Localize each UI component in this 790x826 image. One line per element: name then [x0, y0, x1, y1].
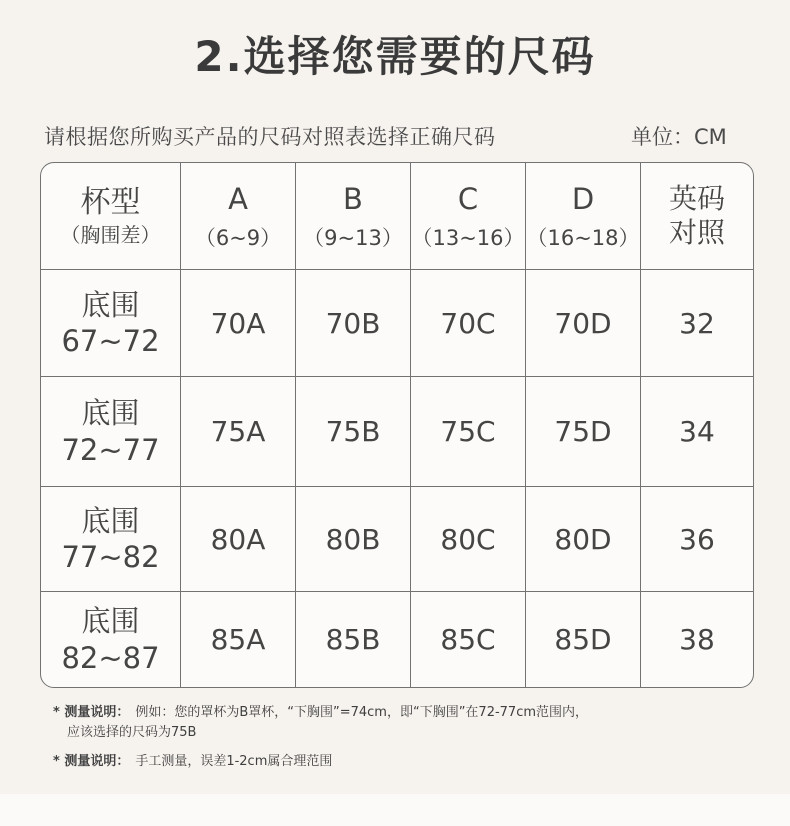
cup-letter: C	[457, 182, 479, 217]
size-cell: 85D	[526, 592, 641, 687]
cup-b-header	[296, 163, 411, 269]
size-cell: 80B	[296, 487, 411, 591]
page-title: 2.选择您需要的尺码	[194, 32, 596, 81]
band-cell	[41, 270, 181, 376]
note-text-continued: 应该选择的尺码为75B	[67, 724, 197, 740]
note-text: 手工测量，误差1-2cm属合理范围	[135, 754, 333, 769]
band-range: 77~82	[61, 540, 160, 574]
cup-type-header	[41, 163, 181, 269]
note-prefix: * 测量说明：	[53, 705, 130, 720]
band-range: 67~72	[61, 324, 160, 358]
size-cell: 80A	[181, 487, 296, 591]
size-cell: 75C	[411, 377, 526, 486]
cup-d-header	[526, 163, 641, 269]
size-cell: 70D	[526, 270, 641, 376]
unit-label: 单位：CM	[631, 125, 727, 149]
size-cell: 70C	[411, 270, 526, 376]
bottom-strip	[0, 794, 790, 826]
band-cell	[41, 377, 181, 486]
size-cell: 80D	[526, 487, 641, 591]
cup-range: （13~16）	[411, 225, 525, 250]
band-cell	[41, 487, 181, 591]
cup-c-header	[411, 163, 526, 269]
note-text: 例如：您的罩杯为B罩杯，“下胸围”=74cm，即“下胸围”在72-77cm范围内，	[135, 705, 589, 720]
table-row	[41, 487, 753, 592]
cup-letter: D	[571, 182, 595, 217]
size-cell: 85C	[411, 592, 526, 687]
uk-size-cell: 34	[679, 415, 715, 448]
bust-difference-label: （胸围差）	[60, 223, 161, 248]
cup-range: （6~9）	[194, 225, 282, 250]
table-header-row	[41, 163, 753, 270]
cup-type-label: 杯型	[80, 184, 141, 220]
size-chart-table	[40, 162, 754, 688]
band-label: 底围	[81, 287, 140, 322]
measurement-note	[53, 703, 588, 742]
cup-letter: B	[343, 182, 363, 217]
note-prefix: * 测量说明：	[53, 754, 130, 769]
size-cell: 80C	[411, 487, 526, 591]
measurement-note	[53, 752, 332, 772]
size-cell: 75A	[181, 377, 296, 486]
table-row	[41, 592, 753, 687]
band-label: 底围	[81, 503, 140, 538]
band-label: 底围	[81, 604, 140, 639]
uk-size-cell: 36	[679, 522, 715, 556]
size-cell: 75B	[296, 377, 411, 486]
uk-size-cell: 32	[679, 306, 715, 340]
size-cell: 70B	[296, 270, 411, 376]
size-cell: 85B	[296, 592, 411, 687]
table-row	[41, 377, 753, 487]
uk-size-label-line2: 对照	[668, 216, 725, 249]
cup-range: （9~13）	[303, 225, 403, 250]
size-cell: 85A	[181, 592, 296, 687]
subtitle: 请根据您所购买产品的尺码对照表选择正确尺码	[44, 125, 496, 149]
cup-letter: A	[228, 182, 248, 217]
uk-size-header	[641, 163, 753, 269]
size-cell: 70A	[181, 270, 296, 376]
uk-size-label-line1: 英码	[668, 181, 725, 215]
table-row	[41, 270, 753, 377]
uk-size-cell: 38	[679, 623, 715, 656]
band-cell	[41, 592, 181, 687]
band-label: 底围	[81, 396, 140, 431]
size-cell: 75D	[526, 377, 641, 486]
band-range: 82~87	[61, 640, 160, 675]
cup-range: （16~18）	[526, 225, 640, 250]
cup-a-header	[181, 163, 296, 269]
band-range: 72~77	[61, 432, 160, 467]
